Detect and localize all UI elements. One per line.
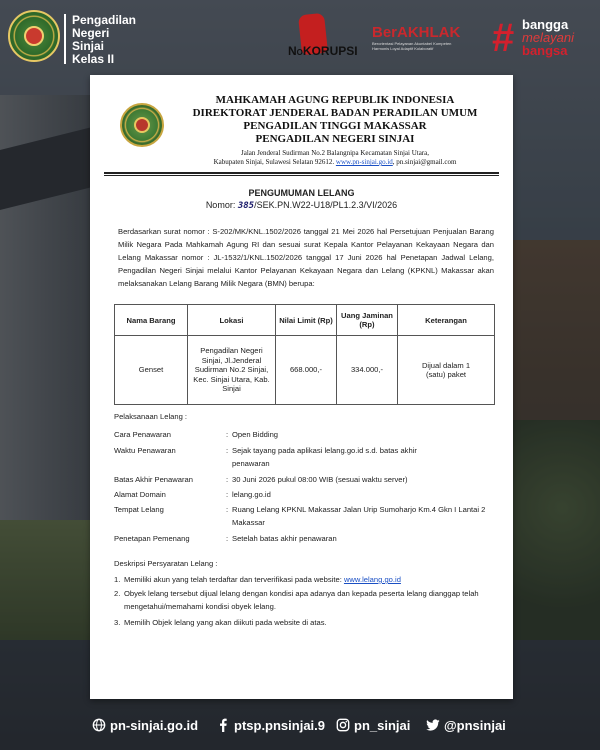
letterhead-rule	[104, 172, 499, 176]
lelang-link[interactable]: www.lelang.go.id	[343, 575, 401, 584]
kop-logo	[120, 103, 164, 147]
pelaksanaan-title: Pelaksanaan Lelang :	[114, 412, 188, 421]
letterhead-line: PENGADILAN TINGGI MAKASSAR	[243, 120, 427, 132]
announcement-document: MAHKAMAH AGUNG REPUBLIK INDONESIA DIREKTORAT JENDERAL BADAN PERADILAN UMUM PENGADILAN TINGGI MAKASSAR PENGADILAN NEGERI SINJAI Jalan Jenderal Sudirman No.2 Balangnipa Kecamatan Sinjai Utara, Kabupaten Sinjai, Sulawesi Selatan 92612. www.pn-sinjai.go.id, pn.sinjai@gmail.com PENGUMUMAN LELANG Nomor: 385/SEK.PN.W22-U18/PL1.2.3/VI/2026 Berdasarkan surat nomor : S-202/MK/KNL.1502/2026 tanggal 21 Mei 2026 hal Persetujuan Penjualan Barang Milik Negara Pada Mahkamah Agung RI dan sesuai surat Kepala Kantor Pelayanan Kekayaan Negara dan Lelang Makassar nomor : JL-1532/1/KNL.1502/2026 tanggal 17 Juni 2026 hal Penetapan Jadwal Lelang, Pengadilan Negeri Sinjai melalui Kantor Pelayanan Kekayaan Negara dan Lelang (KPKNL) Makassar akan melaksanakan Lelang Barang Milik Negara (BMN) berupa: Nama Barang Lokasi Nilai Limit (Rp) Uang Jaminan (Rp) Keterangan Genset Pengadilan Negeri Sinjai, Jl.Jenderal Sudirman No.2 Sinjai, Kec. Sinjai Utara, Kab. Sinjai 668.000,- 334.000,- Dijual dalam 1 (satu) paket Pelaksanaan Lelang : Cara Penawaran : Open Bidding Waktu Penawaran : Sejak tayang pada aplikasi lelang.go.id s.d. batas akhir penawaran Batas Akhir Penawaran : 30 Juni 2026 pukul 08:00 WIB (sesuai waktu server) Alamat Domain : lelang.go.id Tempat Lelang : Ruang Lelang KPKNL Makassar Jalan Urip Sumoharjo Km.4 Gkn I Lantai 2 Makassar Penetapan Pemenang : Setelah batas akhir penawaran Deskripsi Persyaratan Lelang : 1. Memiliki akun yang telah terdaftar dan terverifikasi pada website: www.lelang.go.id 2. Obyek lelang tersebut dijual lelang dengan kondisi apa adanya dan kepada peserta lelang dianggap telah mengetahui/memahami kondisi obyek lelang. 3. Memilih Objek lelang yang akan diikuti pada website di atas.	[90, 75, 513, 699]
detail-key: Waktu Penawaran	[114, 446, 176, 455]
list-text: Obyek lelang tersebut dijual lelang dengan kondisi apa adanya dan kepada peserta lelang dianggap telah mengetahui/memahami kondisi obyek lelang.	[124, 589, 479, 611]
cell-nilai-limit: 668.000,-	[276, 336, 337, 405]
letterhead-line: PENGADILAN NEGERI SINJAI	[255, 133, 415, 145]
table-row	[115, 336, 495, 405]
document-number	[90, 200, 513, 211]
detail-key: Batas Akhir Penawaran	[114, 475, 193, 484]
list-text: Memilih Objek lelang yang akan diikuti pada website di atas.	[124, 618, 327, 627]
detail-key: Cara Penawaran	[114, 430, 171, 439]
detail-key: Alamat Domain	[114, 490, 166, 499]
header-lokasi: Lokasi	[188, 305, 276, 336]
no-korupsi-n: N	[288, 44, 297, 58]
no-korupsi-logo	[288, 22, 356, 58]
header-keterangan: Keterangan	[398, 305, 495, 336]
cell-lokasi: Pengadilan Negeri Sinjai, Jl.Jenderal Sudirman No.2 Sinjai, Kec. Sinjai Utara, Kab. Sinjai	[188, 336, 276, 405]
footer-twitter-text: @pnsinjai	[444, 718, 506, 733]
hash-icon: #	[492, 16, 515, 60]
table-header-row	[115, 305, 495, 336]
detail-value: lelang.go.id	[232, 490, 271, 499]
letterhead	[170, 94, 500, 167]
email-text: , pn.sinjai@gmail.com	[392, 158, 457, 166]
footer-web[interactable]	[92, 718, 198, 733]
footer-facebook[interactable]	[216, 718, 325, 733]
list-number: 3.	[114, 618, 121, 627]
intro-paragraph: Berdasarkan surat nomor : S-202/MK/KNL.1502/2026 tanggal 21 Mei 2026 hal Persetujuan Penjualan Barang Milik Negara Pada Mahkamah Agung RI dan sesuai surat Kepala Kantor Pelayanan Kekayaan Negara dan Lelang Makassar nomor : JL-1532/1/KNL.1502/2026 tanggal 17 Juni 2026 hal Penetapan Jadwal Lelang, Pengadilan Negeri Sinjai melalui Kantor Pelayanan Kekayaan Negara dan Lelang (KPKNL) Makassar akan melaksanakan Lelang Barang Milik Negara (BMN) berupa:	[118, 227, 494, 288]
court-name-line: Kelas II	[72, 52, 115, 66]
bangga-melayani-logo	[492, 16, 592, 62]
document-title: PENGUMUMAN LELANG	[248, 188, 355, 198]
list-number: 1.	[114, 575, 121, 584]
facebook-icon	[216, 718, 230, 732]
footer-facebook-text: ptsp.pnsinjai.9	[234, 718, 326, 733]
detail-value: Setelah batas akhir penawaran	[232, 534, 337, 543]
nomor-suffix: /SEK.PN.W22-U18/PL1.2.3/VI/2026	[254, 200, 398, 210]
detail-value: Sejak tayang pada aplikasi lelang.go.id s.d. batas akhir penawaran	[232, 446, 417, 468]
detail-key: Tempat Lelang	[114, 505, 164, 514]
twitter-icon	[426, 718, 440, 732]
list-number: 2.	[114, 589, 121, 598]
syarat-title: Deskripsi Persyaratan Lelang :	[114, 559, 218, 568]
footer-bar	[0, 712, 600, 742]
list-text: Memiliki akun yang telah terdaftar dan terverifikasi pada website:	[124, 575, 342, 584]
footer-instagram-text: pn_sinjai	[354, 718, 411, 733]
bangsa-word: bangsa	[522, 43, 568, 58]
cell-nama-barang: Genset	[115, 336, 188, 405]
berakhlak-tagline: Harmonis Loyal Adaptif Kolaboratif	[372, 46, 434, 51]
address-line-1: Jalan Jenderal Sudirman No.2 Balangnipa Kecamatan Sinjai Utara,	[241, 149, 429, 157]
berakhlak-title: BerAKHLAK	[372, 24, 461, 41]
court-name-line: Negeri	[72, 26, 110, 40]
court-logo	[8, 10, 60, 62]
letterhead-line: DIREKTORAT JENDERAL BADAN PERADILAN UMUM	[192, 107, 478, 119]
website-link[interactable]: www.pn-sinjai.go.id	[335, 158, 393, 166]
court-name-line: Sinjai	[72, 39, 105, 53]
globe-icon	[92, 718, 106, 732]
berakhlak-logo	[372, 24, 482, 58]
melayani-word: melayani	[522, 30, 575, 45]
footer-twitter[interactable]	[426, 718, 506, 733]
footer-web-text: pn-sinjai.go.id	[110, 718, 199, 733]
detail-value: Ruang Lelang KPKNL Makassar Jalan Urip Sumoharjo Km.4 Gkn I Lantai 2 Makassar	[232, 505, 486, 527]
berakhlak-tagline: Berorientasi Pelayanan Akuntabel Kompeten	[372, 41, 452, 46]
nomor-handwritten: 385	[237, 201, 255, 211]
cell-keterangan: Dijual dalam 1 (satu) paket	[398, 336, 495, 405]
no-korupsi-text: KORUPSI	[302, 44, 358, 58]
cell-uang-jaminan: 334.000,-	[337, 336, 398, 405]
address-line-2: Kabupaten Sinjai, Sulawesi Selatan 92612.	[213, 158, 335, 166]
header-divider	[64, 14, 66, 64]
court-name	[72, 14, 136, 66]
bangga-word: bangga	[522, 17, 569, 32]
header-uang-jaminan: Uang Jaminan (Rp)	[337, 305, 398, 336]
letterhead-line: MAHKAMAH AGUNG REPUBLIK INDONESIA	[215, 94, 455, 106]
header-nilai-limit: Nilai Limit (Rp)	[276, 305, 337, 336]
detail-value: 30 Juni 2026 pukul 08:00 WIB (sesuai waktu server)	[232, 475, 408, 484]
instagram-icon	[336, 718, 350, 732]
footer-instagram[interactable]	[336, 718, 410, 733]
detail-value: Open Bidding	[232, 430, 279, 439]
no-korupsi-o: O	[296, 48, 303, 57]
header-nama-barang: Nama Barang	[115, 305, 188, 336]
court-name-line: Pengadilan	[72, 13, 137, 27]
auction-table	[114, 304, 495, 405]
nomor-label: Nomor:	[205, 200, 236, 210]
letterhead-address	[170, 149, 500, 167]
detail-key: Penetapan Pemenang	[114, 534, 190, 543]
